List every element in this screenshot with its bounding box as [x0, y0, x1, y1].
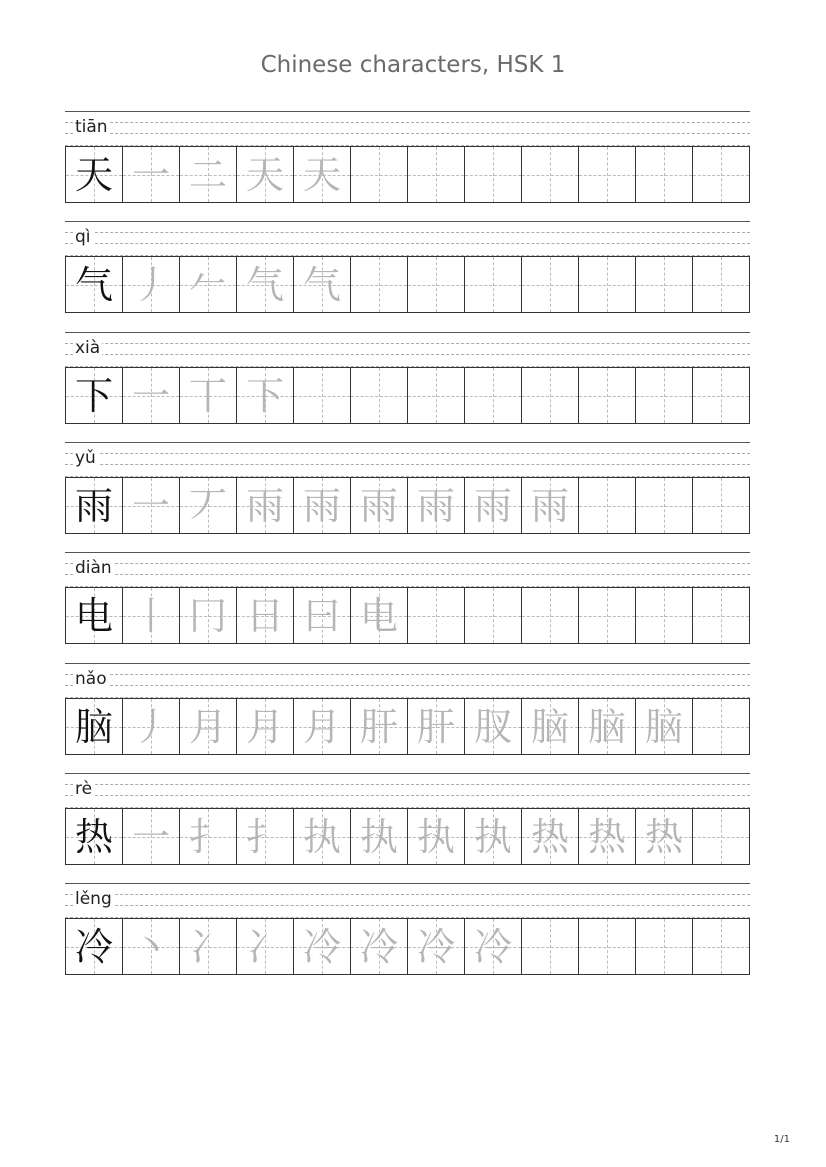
- practice-cell: [123, 257, 180, 312]
- stroke-step-character: 肝: [416, 704, 455, 749]
- pinyin-label: diàn: [75, 558, 112, 578]
- practice-cell: [123, 147, 180, 202]
- practice-cell: [693, 147, 749, 202]
- stroke-step-character: 下: [245, 373, 284, 418]
- stroke-step-character: 执: [473, 814, 512, 859]
- model-character-cell: [66, 147, 123, 202]
- stroke-step-character: 冷: [359, 924, 398, 969]
- practice-cell: [636, 919, 693, 974]
- practice-cell: [408, 699, 465, 754]
- stroke-step-character: 执: [302, 814, 341, 859]
- model-character: 下: [74, 373, 113, 418]
- stroke-step-character: 执: [416, 814, 455, 859]
- stroke-step-character: 丨: [131, 593, 170, 638]
- practice-cell: [636, 257, 693, 312]
- stroke-step-character: 脑: [587, 704, 626, 749]
- model-character: 脑: [74, 704, 113, 749]
- stroke-step-character: 热: [587, 814, 626, 859]
- character-grid: [65, 918, 750, 975]
- pinyin-guidelines: [65, 453, 750, 477]
- pinyin-guidelines: [65, 784, 750, 808]
- practice-cell: [693, 919, 749, 974]
- practice-cell: [522, 368, 579, 423]
- stroke-step-character: 冫: [188, 924, 227, 969]
- practice-cell: [180, 257, 237, 312]
- practice-cell: [351, 257, 408, 312]
- practice-cell: [237, 809, 294, 864]
- row-divider: [65, 773, 750, 774]
- pinyin-label: tiān: [75, 117, 108, 137]
- stroke-step-character: 雨: [245, 483, 284, 528]
- practice-cell: [294, 919, 351, 974]
- stroke-step-character: 电: [359, 593, 398, 638]
- practice-cell: [351, 147, 408, 202]
- stroke-step-character: 月: [245, 704, 284, 749]
- practice-cell: [636, 368, 693, 423]
- model-character-cell: [66, 368, 123, 423]
- stroke-step-character: 气: [245, 262, 284, 307]
- practice-cell: [237, 919, 294, 974]
- stroke-step-character: 气: [302, 262, 341, 307]
- stroke-step-character: 天: [302, 152, 341, 197]
- practice-cell: [579, 257, 636, 312]
- practice-cell: [180, 368, 237, 423]
- model-character: 天: [74, 152, 113, 197]
- practice-cell: [636, 699, 693, 754]
- practice-cell: [522, 919, 579, 974]
- pinyin-label: nǎo: [75, 669, 107, 689]
- stroke-step-character: 热: [530, 814, 569, 859]
- practice-cell: [465, 588, 522, 643]
- row-divider: [65, 332, 750, 333]
- stroke-step-character: 一: [131, 483, 170, 528]
- stroke-step-character: 冫: [245, 924, 284, 969]
- practice-cell: [579, 809, 636, 864]
- practice-cell: [465, 368, 522, 423]
- stroke-step-character: 冷: [473, 924, 512, 969]
- pinyin-guidelines: [65, 894, 750, 918]
- stroke-step-character: 冷: [302, 924, 341, 969]
- practice-cell: [408, 919, 465, 974]
- stroke-step-character: 雨: [302, 483, 341, 528]
- stroke-step-character: 𠂉: [188, 262, 227, 307]
- practice-cell: [579, 699, 636, 754]
- practice-cell: [123, 588, 180, 643]
- stroke-step-character: 脑: [644, 704, 683, 749]
- character-grid: [65, 587, 750, 644]
- practice-cell: [294, 368, 351, 423]
- practice-cell: [180, 147, 237, 202]
- practice-cell: [180, 809, 237, 864]
- stroke-step-character: 一: [131, 152, 170, 197]
- stroke-step-character: 肞: [473, 704, 512, 749]
- stroke-step-character: 扌: [245, 814, 284, 859]
- practice-cell: [579, 588, 636, 643]
- practice-row: [65, 773, 750, 883]
- pinyin-label: yǔ: [75, 448, 96, 468]
- practice-cell: [180, 919, 237, 974]
- stroke-step-character: 冷: [416, 924, 455, 969]
- model-character-cell: [66, 699, 123, 754]
- practice-cell: [294, 257, 351, 312]
- practice-cell: [579, 919, 636, 974]
- row-divider: [65, 221, 750, 222]
- practice-cell: [465, 919, 522, 974]
- practice-cell: [408, 368, 465, 423]
- practice-cell: [237, 147, 294, 202]
- stroke-step-character: 月: [302, 704, 341, 749]
- practice-cell: [693, 588, 749, 643]
- model-character: 雨: [74, 483, 113, 528]
- practice-cell: [237, 478, 294, 533]
- practice-row: [65, 221, 750, 331]
- pinyin-guidelines: [65, 563, 750, 587]
- character-grid: [65, 698, 750, 755]
- character-grid: [65, 808, 750, 865]
- practice-cell: [123, 699, 180, 754]
- row-divider: [65, 663, 750, 664]
- pinyin-label: lěng: [75, 889, 112, 909]
- practice-cell: [465, 147, 522, 202]
- practice-cell: [522, 809, 579, 864]
- row-divider: [65, 111, 750, 112]
- model-character: 气: [74, 262, 113, 307]
- practice-cell: [693, 478, 749, 533]
- practice-cell: [579, 478, 636, 533]
- practice-cell: [294, 588, 351, 643]
- row-divider: [65, 552, 750, 553]
- model-character: 冷: [74, 924, 113, 969]
- practice-cell: [408, 147, 465, 202]
- pinyin-guidelines: [65, 674, 750, 698]
- practice-cell: [693, 809, 749, 864]
- practice-cell: [351, 368, 408, 423]
- practice-cell: [579, 368, 636, 423]
- practice-cell: [522, 478, 579, 533]
- practice-cell: [522, 699, 579, 754]
- practice-cell: [465, 257, 522, 312]
- stroke-step-character: 执: [359, 814, 398, 859]
- practice-cell: [123, 919, 180, 974]
- practice-cell: [522, 147, 579, 202]
- practice-row: [65, 442, 750, 552]
- stroke-step-character: 一: [131, 373, 170, 418]
- practice-cell: [237, 588, 294, 643]
- practice-cell: [408, 257, 465, 312]
- row-divider: [65, 883, 750, 884]
- practice-cell: [294, 809, 351, 864]
- pinyin-label: xià: [75, 338, 101, 358]
- practice-cell: [237, 257, 294, 312]
- practice-row: [65, 552, 750, 662]
- stroke-step-character: 月: [188, 704, 227, 749]
- practice-row: [65, 111, 750, 221]
- stroke-step-character: 雨: [416, 483, 455, 528]
- character-grid: [65, 477, 750, 534]
- practice-cell: [180, 588, 237, 643]
- practice-cell: [123, 809, 180, 864]
- practice-cell: [351, 588, 408, 643]
- pinyin-guidelines: [65, 232, 750, 256]
- model-character-cell: [66, 478, 123, 533]
- stroke-step-character: 丿: [131, 262, 170, 307]
- stroke-step-character: 丆: [188, 483, 227, 528]
- practice-cell: [636, 588, 693, 643]
- model-character: 热: [74, 814, 113, 859]
- stroke-step-character: 冂: [188, 593, 227, 638]
- stroke-step-character: 丿: [131, 704, 170, 749]
- pinyin-guidelines: [65, 343, 750, 367]
- stroke-step-character: 丅: [188, 373, 227, 418]
- character-grid: [65, 146, 750, 203]
- model-character-cell: [66, 919, 123, 974]
- practice-cell: [693, 257, 749, 312]
- stroke-step-character: 脑: [530, 704, 569, 749]
- practice-cell: [123, 368, 180, 423]
- practice-cell: [636, 809, 693, 864]
- stroke-step-character: 雨: [473, 483, 512, 528]
- stroke-step-character: 丶: [131, 924, 170, 969]
- pinyin-label: rè: [75, 779, 93, 799]
- practice-row: [65, 883, 750, 993]
- page-title: Chinese characters, HSK 1: [260, 52, 566, 78]
- practice-cell: [123, 478, 180, 533]
- practice-cell: [693, 699, 749, 754]
- practice-cell: [408, 809, 465, 864]
- stroke-step-character: 日: [245, 593, 284, 638]
- practice-cell: [294, 699, 351, 754]
- practice-cell: [237, 699, 294, 754]
- stroke-step-character: 一: [131, 814, 170, 859]
- practice-cell: [351, 478, 408, 533]
- stroke-step-character: 二: [188, 152, 227, 197]
- practice-cell: [522, 257, 579, 312]
- model-character: 电: [74, 593, 113, 638]
- practice-cell: [294, 147, 351, 202]
- stroke-step-character: 肝: [359, 704, 398, 749]
- stroke-step-character: 雨: [359, 483, 398, 528]
- row-divider: [65, 442, 750, 443]
- practice-row: [65, 332, 750, 442]
- practice-cell: [636, 478, 693, 533]
- practice-cell: [180, 699, 237, 754]
- practice-cell: [408, 478, 465, 533]
- practice-cell: [180, 478, 237, 533]
- practice-cell: [237, 368, 294, 423]
- model-character-cell: [66, 588, 123, 643]
- character-grid: [65, 367, 750, 424]
- stroke-step-character: 热: [644, 814, 683, 859]
- practice-row: [65, 663, 750, 773]
- stroke-step-character: 天: [245, 152, 284, 197]
- pinyin-label: qì: [75, 227, 91, 247]
- practice-cell: [351, 809, 408, 864]
- practice-cell: [579, 147, 636, 202]
- practice-cell: [465, 699, 522, 754]
- practice-cell: [408, 588, 465, 643]
- page-number: 1/1: [773, 1134, 790, 1145]
- practice-cell: [294, 478, 351, 533]
- practice-cell: [465, 478, 522, 533]
- stroke-step-character: 雨: [530, 483, 569, 528]
- pinyin-guidelines: [65, 122, 750, 146]
- stroke-step-character: 扌: [188, 814, 227, 859]
- model-character-cell: [66, 809, 123, 864]
- practice-cell: [351, 919, 408, 974]
- practice-cell: [465, 809, 522, 864]
- practice-cell: [693, 368, 749, 423]
- stroke-step-character: 曰: [302, 593, 341, 638]
- character-grid: [65, 256, 750, 313]
- practice-cell: [636, 147, 693, 202]
- practice-cell: [351, 699, 408, 754]
- practice-cell: [522, 588, 579, 643]
- model-character-cell: [66, 257, 123, 312]
